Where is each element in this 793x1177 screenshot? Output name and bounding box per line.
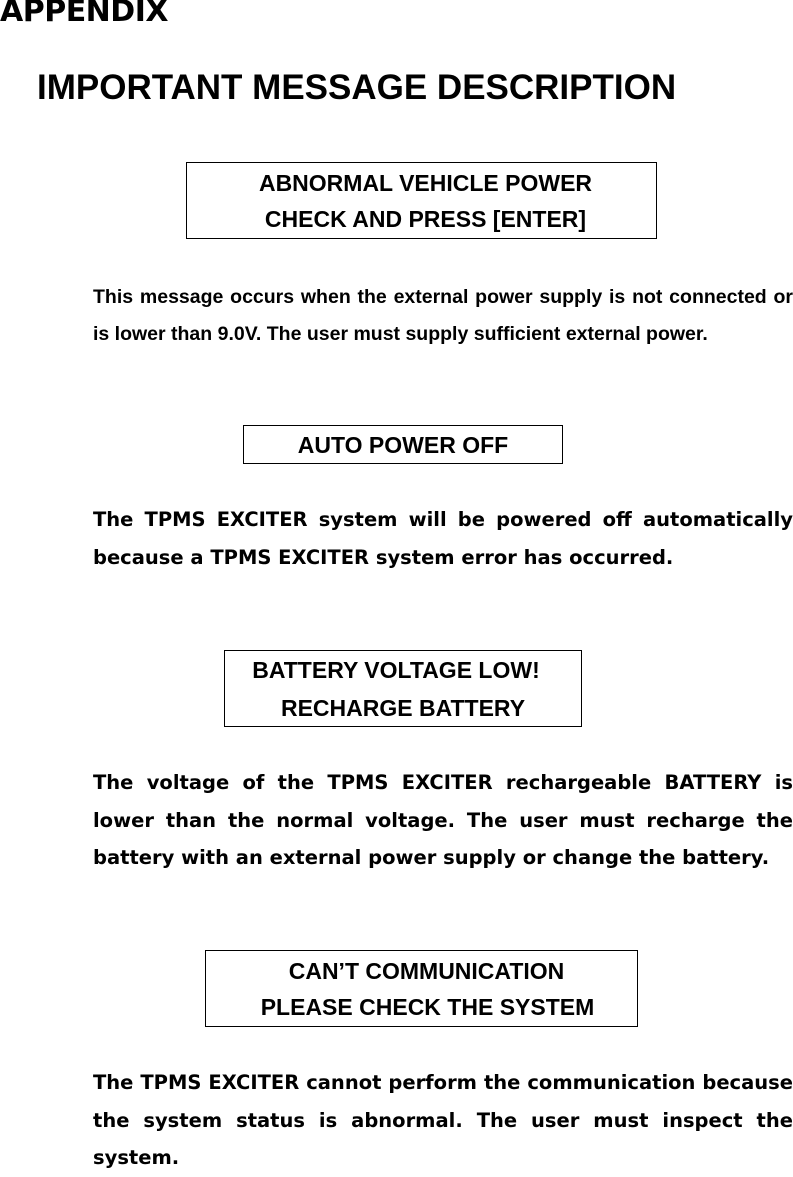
message-box-line: PLEASE CHECK THE SYSTEM [260,994,595,1020]
message-box-line: BATTERY VOLTAGE LOW! [252,657,540,683]
page-title: IMPORTANT MESSAGE DESCRIPTION [37,68,677,107]
message-box-line: CHECK AND PRESS [ENTER] [264,206,587,232]
message-description: The TPMS EXCITER cannot perform the communication because the system status is abnormal. The user must inspect the system. [93,1071,793,1169]
message-box-abnormal-vehicle-power [186,162,657,239]
appendix-heading: APPENDIX [0,0,168,29]
message-box-line: AUTO POWER OFF [297,432,509,458]
message-box-line: RECHARGE BATTERY [280,695,526,721]
message-description: This message occurs when the external power supply is not connected or is lower than 9.0V. The user must supply sufficient external power. [93,286,793,345]
message-box-auto-power-off [243,425,563,464]
message-box-line: ABNORMAL VEHICLE POWER [258,170,593,196]
message-box-line: CAN’T COMMUNICATION [288,958,565,984]
message-description: The TPMS EXCITER system will be powered off automatically because a TPMS EXCITER system error has occurred. [93,508,793,569]
message-box-cant-communication [205,950,638,1027]
message-description: The voltage of the TPMS EXCITER rechargeable BATTERY is lower than the normal voltage. The user must recharge the battery with an external power supply or change the battery. [93,771,793,869]
message-box-battery-voltage-low [224,650,582,727]
